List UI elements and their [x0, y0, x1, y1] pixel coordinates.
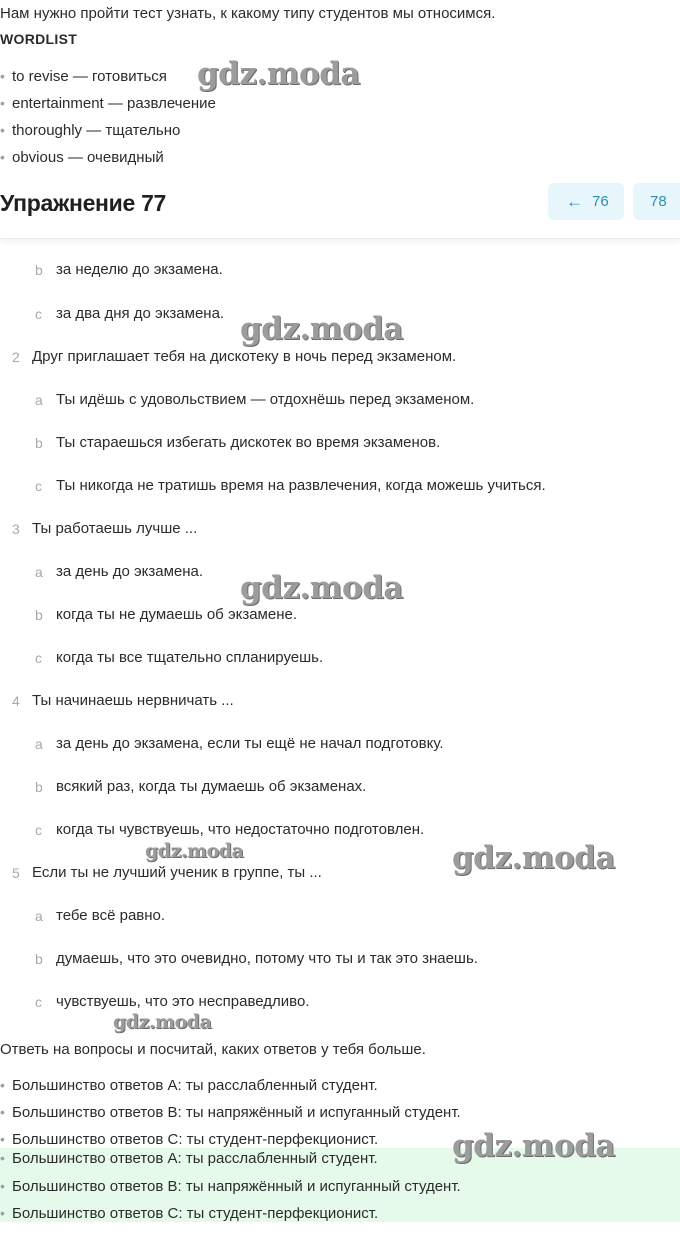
watermark-logo: gdz.moda — [452, 1128, 615, 1164]
watermark-logo: gdz.moda — [240, 570, 403, 606]
option-text: когда ты не думаешь об экзамене. — [56, 606, 297, 623]
result-item: • Большинство ответов С: ты студент-перфекционист. — [12, 1131, 378, 1148]
option-letter: c — [35, 994, 42, 1010]
result-item: • Большинство ответов В: ты напряжённый и испуганный студент. — [12, 1104, 461, 1121]
option-text: за день до экзамена, если ты ещё не начал подготовку. — [56, 735, 444, 752]
watermark-logo: gdz.moda — [113, 1011, 212, 1033]
option-text: за два дня до экзамена. — [56, 305, 225, 322]
option-letter: b — [35, 779, 43, 795]
option-text: Ты никогда не тратишь время на развлечения, когда можешь учиться. — [56, 477, 546, 494]
option-text: за день до экзамена. — [56, 563, 204, 580]
option-letter: a — [35, 736, 43, 752]
option-letter: a — [35, 908, 43, 924]
next-exercise-button[interactable] — [633, 183, 680, 220]
question-number: 4 — [12, 693, 20, 709]
previous-exercise-button[interactable] — [548, 183, 624, 220]
watermark-logo: gdz.moda — [145, 840, 244, 862]
intro-text: Нам нужно пройти тест узнать, к какому типу студентов мы относимся. — [0, 5, 496, 22]
option-text: тебе всё равно. — [56, 907, 166, 924]
wordlist-item: • to revise — готовиться — [12, 68, 167, 85]
option-letter: c — [35, 478, 42, 494]
option-text: Ты идёшь с удовольствием — отдохнёшь перед экзаменом. — [56, 391, 475, 408]
question-number: 3 — [12, 521, 20, 537]
option-letter: a — [35, 392, 43, 408]
option-letter: c — [35, 822, 42, 838]
option-text: всякий раз, когда ты думаешь об экзаменах. — [56, 778, 367, 795]
option-letter: b — [35, 951, 43, 967]
question-number: 5 — [12, 865, 20, 881]
option-letter: b — [35, 435, 43, 451]
option-letter: a — [35, 564, 43, 580]
question-text: Ты начинаешь нервничать ... — [32, 692, 234, 709]
question-text: Если ты не лучший ученик в группе, ты ... — [32, 864, 322, 881]
wordlist-item: • entertainment — развлечение — [12, 95, 216, 112]
arrow-left-icon: ← — [566, 192, 583, 211]
option-letter: b — [35, 607, 43, 623]
answer-result-item: • Большинство ответов В: ты напряжённый и испуганный студент. — [12, 1178, 461, 1195]
watermark-logo: gdz.moda — [240, 311, 403, 347]
watermark-logo: gdz.moda — [197, 56, 360, 92]
exercise-header — [0, 180, 680, 239]
exercise-title: Упражнение 77 — [0, 190, 167, 216]
option-letter: c — [35, 306, 42, 322]
summary-text: Ответь на вопросы и посчитай, каких ответов у тебя больше. — [0, 1041, 426, 1058]
question-number: 2 — [12, 349, 20, 365]
option-text: за неделю до экзамена. — [56, 261, 223, 278]
wordlist-item: • obvious — очевидный — [12, 149, 164, 166]
watermark-logo: gdz.moda — [452, 840, 615, 876]
wordlist-title: WORDLIST — [0, 31, 78, 47]
answer-result-item: • Большинство ответов А: ты расслабленный студент. — [12, 1150, 378, 1167]
previous-exercise-number: 76 — [592, 193, 609, 210]
wordlist-item: • thoroughly — тщательно — [12, 122, 180, 139]
question-text: Ты работаешь лучше ... — [32, 520, 198, 537]
option-text: когда ты чувствуешь, что недостаточно подготовлен. — [56, 821, 425, 838]
option-letter: b — [35, 262, 43, 278]
option-text: Ты стараешься избегать дискотек во время экзаменов. — [56, 434, 441, 451]
option-letter: c — [35, 650, 42, 666]
next-exercise-number: 78 — [650, 193, 667, 210]
option-text: когда ты все тщательно спланируешь. — [56, 649, 324, 666]
option-text: чувствуешь, что это несправедливо. — [56, 993, 310, 1010]
answer-result-item: • Большинство ответов С: ты студент-перфекционист. — [12, 1205, 378, 1222]
result-item: • Большинство ответов А: ты расслабленный студент. — [12, 1077, 378, 1094]
question-text: Друг приглашает тебя на дискотеку в ночь перед экзаменом. — [32, 348, 457, 365]
option-text: думаешь, что это очевидно, потому что ты и так это знаешь. — [56, 950, 478, 967]
